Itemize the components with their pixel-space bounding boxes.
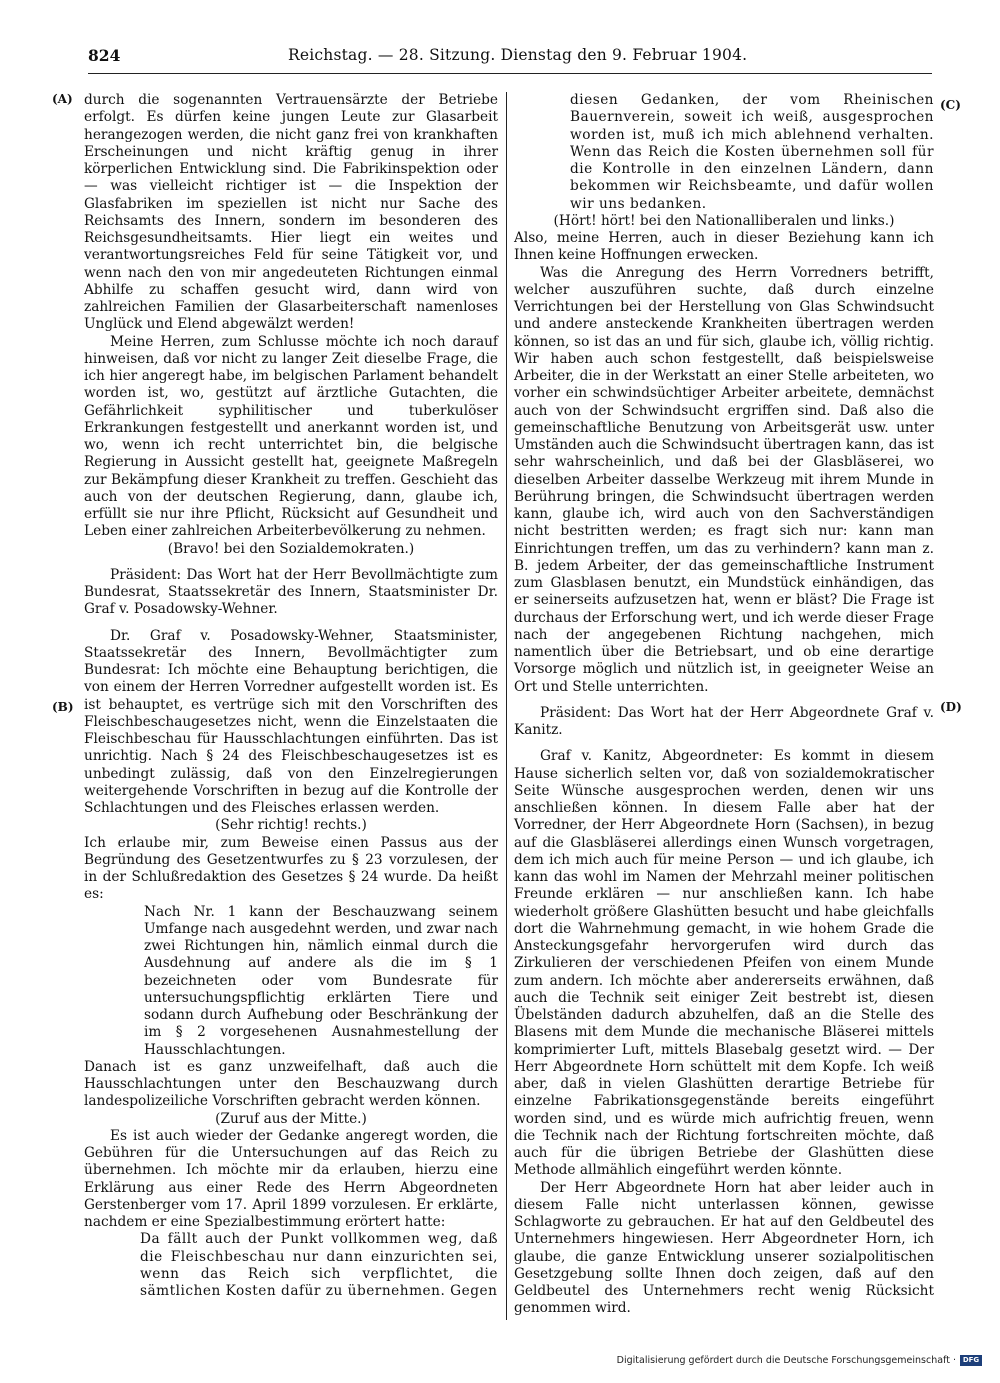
footer-credit: Digitalisierung gefördert durch die Deutsche Forschungsgemeinschaft · (616, 1355, 956, 1366)
paragraph: Da fällt auch der Punkt vollkommen weg, daß die Fleischbeschau nur dann einzurichten sei, wenn das Reich sich verpflichtet, die sämtlichen Kosten dafür zu übernehmen. Gegen (140, 1231, 498, 1299)
paragraph: Danach ist es ganz unzweifelhaft, daß auch die Hausschlachtungen unter den Beschauzwang durch landespolizeiliche Vorschriften gebracht werden können. (84, 1058, 498, 1110)
paragraph: Präsident: Das Wort hat der Herr Bevollmächtigte zum Bundesrat, Staatssekretär des Innern, Staatsminister Dr. Graf v. Posadowsky-Wehner. (84, 566, 498, 618)
paragraph-gap (514, 696, 934, 705)
page-number: 824 (88, 46, 121, 65)
page-header (88, 46, 930, 70)
paragraph: Was die Anregung des Herrn Vorredners betrifft, welcher auszuführen suchte, daß durch einzelne Verrichtungen bei der Herstellung von Glas Schwindsucht und andere ansteckende Krankheiten übertragen werden können, so ist das an und für sich, glaube ich, völlig richtig. Wir haben auch schon festgestellt, daß beispielsweise Arbeiter, die in der Werkstatt an einer Stelle arbeiteten, wo vorher ein schwindsüchtiger Arbeiter arbeitete, demnächst auch von der Schwindsucht ergriffen sind. Daß also die gemeinschaftliche Benutzung von Arbeitsgerät usw. unter Umständen auch die Schwindsucht übertragen kann, das ist sehr wahrscheinlich, und daß bei der Glasbläserei, wo dieselben Arbeiter dasselbe Werkzeug mit ihrem Munde in Berührung bringen, die Schwindsucht übertragen werden kann, glaube ich, wird auch von den Sachverständigen nicht bestritten werden; es fragt sich nur: kann man Einrichtungen treffen, um das zu verhindern? kann man z. B. jedem Arbeiter, der das gemeinschaftliche Instrument zum Glasblasen benutzt, ein Mundstück einhändigen, das er seinerseits aufzusetzen hat, wenn er bläst? Die Frage ist durchaus der Erforschung wert, und ich werde dieser Frage nach der angegebenen Richtung nachgehen, mich namentlich über die Betriebsart, und ob eine derartige Vorsorge möglich und nützlich ist, in geeigneter Weise an Ort und Stelle unterrichten. (514, 264, 934, 695)
interjection: (Sehr richtig! rechts.) (215, 817, 367, 834)
paragraph: Meine Herren, zum Schlusse möchte ich noch darauf hinweisen, daß vor nicht zu langer Zeit dieselbe Frage, die ich hier angeregt habe, im belgischen Parlament behandelt worden ist, wo, gestützt auf ärztliche Gutachten, die Gefährlichkeit syphilitischer und tuberkulöser Erkrankungen festgestellt und anerkannt worden ist, und wo, wenn ich recht unterrichtet bin, die belgische Regierung in Aussicht gestellt hat, geeignete Maßregeln zur Bekämpfung dieser Krankheit zu treffen. Geschieht das auch von der deutschen Regierung, dann, glaube ich, erfüllt sie nur ihre Pflicht, Rücksicht auf Gesundheit und Leben einer zahlreichen Arbeiterbevölkerung zu nehmen. (84, 333, 498, 540)
paragraph: Es ist auch wieder der Gedanke angeregt worden, die Gebühren für die Untersuchungen auf das Reich zu übernehmen. Ich möchte mir da erlauben, hierzu eine Erklärung aus einer Rede des Herrn Abgeordneten Gerstenberger vom 17. April 1899 vorzulesen. Er erklärte, nachdem er eine Spezialbestimmung erörtert hatte: (84, 1127, 498, 1230)
paragraph: Also, meine Herren, auch in dieser Beziehung kann ich Ihnen keine Hoffnungen erwecken. (514, 230, 934, 264)
margin-marker-d: (D) (940, 700, 962, 714)
paragraph-gap (514, 739, 934, 748)
interjection: (Hört! hört! bei den Nationalliberalen und links.) (553, 212, 895, 229)
interjection: (Bravo! bei den Sozialdemokraten.) (167, 540, 415, 557)
paragraph: durch die sogenannten Vertrauensärzte der Betriebe erfolgt. Es dürfen keine jungen Leute zur Glasarbeit herangezogen werden, die nicht ganz frei von krankhaften Erscheinungen und nicht kräftig genug in ihrer körperlichen Entwicklung sind. Die Fabrikinspektion oder — was vielleicht richtiger ist — die Inspektion der Glasfabriken im speziellen ist nicht nur Sache des Reichsamts des Innern, sondern im besonderen des Reichsgesundheitsamts. Hier liegt ein weites und verantwortungsreiches Feld für seine Tätigkeit vor, und wenn nach den von mir angedeuteten Richtungen einmal Abhilfe zu schaffen gesucht wird, dann wird von zahlreichen Familien der Glasarbeiterschaft namenloses Unglück und Elend abgewälzt werden! (84, 92, 498, 333)
paragraph: Nach Nr. 1 kann der Beschauzwang seinem Umfange nach ausgedehnt werden, und zwar nach zwei Richtungen hin, nämlich einmal durch die Ausdehnung auf andere als die im § 1 bezeichneten oder vom Bundesrate für untersuchungspflichtig erklärten Tiere und sodann durch Aufhebung oder Beschränkung der im § 2 vorgesehenen Ausnahmestellung der Hausschlachtungen. (144, 903, 498, 1058)
paragraph-gap (84, 558, 498, 567)
left-column (84, 92, 498, 1300)
right-column (514, 92, 934, 1318)
footer (617, 1355, 982, 1366)
dfg-logo-icon: DFG (960, 1355, 982, 1366)
paragraph: Der Herr Abgeordnete Horn hat aber leider auch in diesem Falle nicht unterlassen können, gewisse Schlagworte zu gebrauchen. Er hat auf den Geldbeutel des Unternehmers hingewiesen. Herr Abgeordneter Horn, ich glaube, die ganze Entwicklung unserer sozialpolitischen Gesetzgebung sollte Ihnen doch zeigen, daß auf den Geldbeutel des Unternehmers recht wenig Rücksicht genommen wird. (514, 1179, 934, 1317)
paragraph-gap (84, 619, 498, 628)
margin-marker-b: (B) (52, 700, 74, 714)
paragraph: Präsident: Das Wort hat der Herr Abgeordnete Graf v. Kanitz. (514, 704, 934, 738)
column-divider (506, 92, 507, 1320)
header-rule (88, 73, 932, 74)
margin-marker-a: (A) (52, 92, 73, 106)
paragraph: Ich erlaube mir, zum Beweise einen Passus aus der Begründung des Gesetzentwurfes zu § 23 vorzulesen, der in der Schlußredaktion des Gesetzes § 24 wurde. Da heißt es: (84, 834, 498, 903)
running-head: Reichstag. — 28. Sitzung. Dienstag den 9. Februar 1904. (288, 46, 748, 64)
margin-marker-c: (C) (940, 98, 961, 112)
paragraph: diesen Gedanken, der vom Rheinischen Bauernverein, soweit ich weiß, ausgesprochen worden ist, muß ich mich ablehnend verhalten. Wenn das Reich die Kosten übernehmen soll für die Kontrolle in den einzelnen Ländern, dann bekommen wir Reichsbeamte, und dafür wollen wir uns bedanken. (570, 92, 934, 212)
interjection: (Zuruf aus der Mitte.) (215, 1110, 367, 1127)
paragraph: Dr. Graf v. Posadowsky-Wehner, Staatsminister, Staatssekretär des Innern, Bevollmächtigter zum Bundesrat: Ich möchte eine Behauptung berichtigen, die von einem der Herren Vorredner aufgestellt worden ist. Es ist behauptet, es vertrüge sich mit den Vorschriften des Fleischbeschaugesetzes nicht, wenn die Einzelstaaten die Fleischbeschau für Hausschlachtungen einführten. Das ist unrichtig. Nach § 24 des Fleischbeschaugesetzes ist es unbedingt zulässig, daß von den Einzelregierungen weitergehende Vorschriften in bezug auf die Kontrolle der Schlachtungen und des Fleisches erlassen werden. (84, 627, 498, 816)
paragraph: Graf v. Kanitz, Abgeordneter: Es kommt in diesem Hause sicherlich selten vor, daß von sozialdemokratischer Seite Wünsche ausgesprochen werden, denen wir uns anschließen können. In diesem Falle aber hat der Vorredner, der Herr Abgeordnete Horn (Sachsen), in bezug auf die Glasbläserei allerdings einen Wunsch vorgetragen, dem ich mich auch für meine Person — und ich glaube, ich kann das wohl im Namen der Mehrzahl meiner politischen Freunde erklären — nur anschließen kann. Ich habe wiederholt größere Glashütten besucht und habe gleichfalls dort die Wahrnehmung gemacht, in wie hohem Grade die Ansteckungsgefahr hervorgerufen wird durch das Zirkulieren der verschiedenen Pfeifen von einem Munde zum andern. Ich möchte aber andererseits erwähnen, daß auch die Technik seit einiger Zeit bestrebt ist, diesen Übelständen dadurch abzuhelfen, daß an die Stelle des Blasens mit dem Munde die mechanische Bläserei mittels komprimierter Luft, mittels Blasebalg gesetzt wird. — Der Herr Abgeordnete Horn schüttelt mit dem Kopfe. Ich weiß aber, daß in vielen Glashütten derartige Betriebe für einzelne Fabrikationsgegenstände bereits eingeführt worden sind, und es würde mich aufrichtig freuen, wenn die Technik nach der Richtung fortschreiten möchte, daß auch für die übrigen Betriebe der Glashütten diese Methode allmählich eingeführt werden könnte. (514, 748, 934, 1179)
